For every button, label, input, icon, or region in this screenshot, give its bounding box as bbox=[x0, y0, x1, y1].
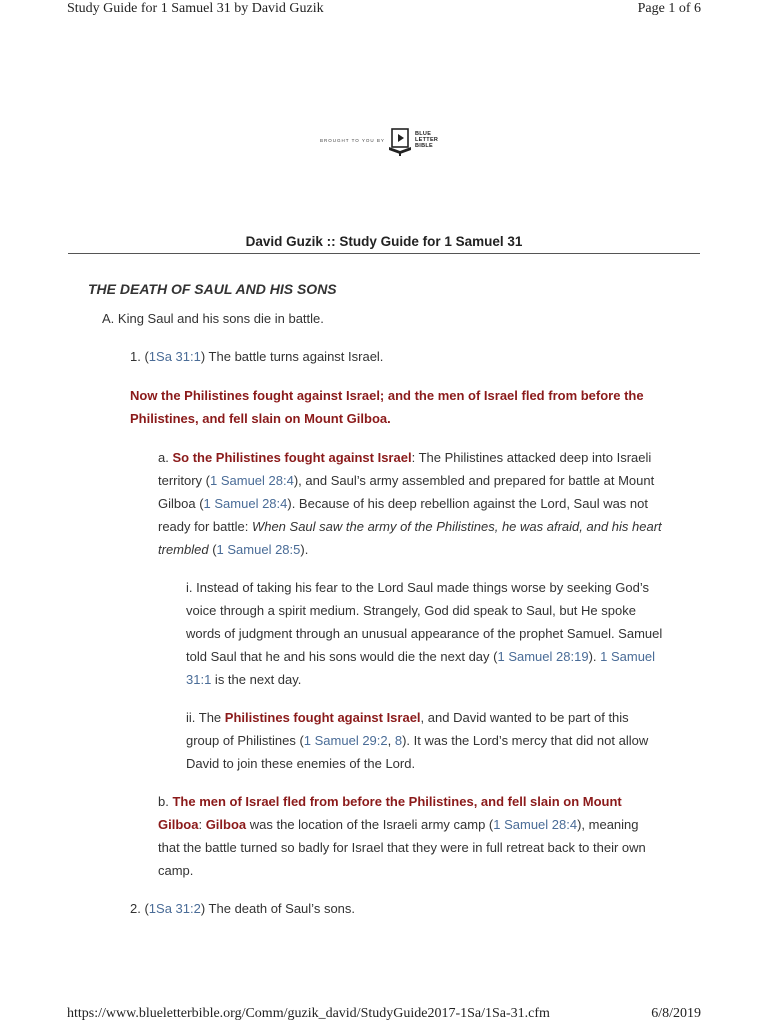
commentary-text: ). Because of his deep rebellion against the Lord, Saul was not ready for battle: bbox=[158, 496, 648, 534]
bible-book-icon bbox=[388, 127, 412, 162]
scripture-link[interactable]: 1 Samuel 28:19 bbox=[497, 649, 589, 664]
scripture-phrase: Gilboa bbox=[205, 817, 247, 832]
section-heading: THE DEATH OF SAUL AND HIS SONS bbox=[88, 281, 337, 297]
scripture-link[interactable]: 1Sa 31:2 bbox=[148, 901, 201, 916]
logo-wordmark bbox=[415, 131, 438, 149]
outline-point-2 bbox=[130, 897, 355, 920]
scripture-link[interactable]: 1 Samuel 28:5 bbox=[216, 542, 301, 557]
commentary-text: ), and Saul’s army assembled and prepared for battle at Mount Gilboa ( bbox=[158, 473, 655, 511]
print-header bbox=[67, 1, 701, 19]
commentary-text: ). bbox=[300, 542, 309, 557]
point-text: ) The death of Saul’s sons. bbox=[200, 901, 356, 916]
scripture-phrase: So the Philistines fought against Israel bbox=[172, 450, 412, 465]
brought-to-you-by-label: BROUGHT TO YOU BY bbox=[320, 138, 385, 143]
sub-point-i bbox=[186, 576, 664, 691]
point-number: 2. ( bbox=[130, 901, 149, 916]
logo-word-letter: LETTER bbox=[415, 137, 439, 143]
logo-word-bible: BIBLE bbox=[415, 143, 433, 149]
outline-label: A. bbox=[102, 311, 115, 326]
commentary-text: i. Instead of taking his fear to the Lord Saul made things worse by seeking God’s voice through a spirit medium. Strangely, God did speak to Saul, but He spoke words of judgment through an unusual appearance of the prophet Samuel. Samuel told Saul that he and his sons would die the next day ( bbox=[186, 580, 663, 664]
commentary-text: : bbox=[198, 817, 206, 832]
print-footer bbox=[67, 1006, 701, 1024]
outline-point-a bbox=[102, 307, 324, 330]
scripture-link[interactable]: 1 Samuel 28:4 bbox=[203, 496, 288, 511]
commentary-text: ( bbox=[208, 542, 217, 557]
commentary-text: , and David wanted to be part of this group of Philistines ( bbox=[186, 710, 629, 748]
scripture-link[interactable]: 1 Samuel 29:2 bbox=[303, 733, 388, 748]
commentary-text: was the location of the Israeli army camp ( bbox=[246, 817, 494, 832]
print-date: 6/8/2019 bbox=[651, 1006, 701, 1021]
commentary-text: is the next day. bbox=[211, 672, 302, 687]
title-divider bbox=[68, 253, 700, 254]
outline-point-1 bbox=[130, 345, 383, 368]
commentary-text: ), meaning that the battle turned so badly for Israel that they were in full retreat back to their own camp. bbox=[158, 817, 646, 878]
point-text: ) The battle turns against Israel. bbox=[200, 349, 384, 364]
scripture-link[interactable]: 1 Samuel 28:4 bbox=[493, 817, 578, 832]
page-number: Page 1 of 6 bbox=[637, 1, 701, 16]
header-title: Study Guide for 1 Samuel 31 by David Guzik bbox=[67, 1, 324, 16]
point-number: 1. ( bbox=[130, 349, 149, 364]
scripture-link[interactable]: 8 bbox=[394, 733, 403, 748]
outline-text: King Saul and his sons die in battle. bbox=[114, 311, 324, 326]
scripture-phrase: Philistines fought against Israel bbox=[224, 710, 421, 725]
commentary-text: , bbox=[387, 733, 395, 748]
commentary-text: ). bbox=[588, 649, 601, 664]
sub-point-ii bbox=[186, 706, 664, 775]
blue-letter-bible-logo[interactable] bbox=[318, 126, 458, 158]
scripture-quote: Now the Philistines fought against Israel; and the men of Israel fled from before the Philistines, and fell slain on Mount Gilboa. bbox=[130, 388, 644, 426]
sub-point-label: b. bbox=[158, 794, 173, 809]
scripture-link[interactable]: 1Sa 31:1 bbox=[148, 349, 201, 364]
logo-word-blue: BLUE bbox=[415, 131, 432, 137]
scripture-phrase: The men of Israel fled from before the Philistines, and fell slain on Mount Gilboa bbox=[158, 794, 622, 832]
document-title: David Guzik :: Study Guide for 1 Samuel 31 bbox=[245, 234, 523, 249]
scripture-link[interactable]: 1 Samuel 28:4 bbox=[210, 473, 294, 488]
italic-quotation: When Saul saw the army of the Philistines, he was afraid, and his heart trembled bbox=[158, 519, 662, 557]
sub-point-b bbox=[158, 790, 663, 882]
commentary-text: : The Philistines attacked deep into Israeli territory ( bbox=[158, 450, 652, 488]
commentary-text: ). It was the Lord’s mercy that did not allow David to join these enemies of the Lord. bbox=[186, 733, 649, 771]
commentary-text: ii. The bbox=[186, 710, 225, 725]
scripture-link[interactable]: 1 Samuel 31:1 bbox=[186, 649, 656, 687]
sub-point-label: a. bbox=[158, 450, 173, 465]
page-url: https://www.blueletterbible.org/Comm/guzik_david/StudyGuide2017-1Sa/1Sa-31.cfm bbox=[67, 1006, 550, 1021]
sub-point-a bbox=[158, 446, 663, 561]
